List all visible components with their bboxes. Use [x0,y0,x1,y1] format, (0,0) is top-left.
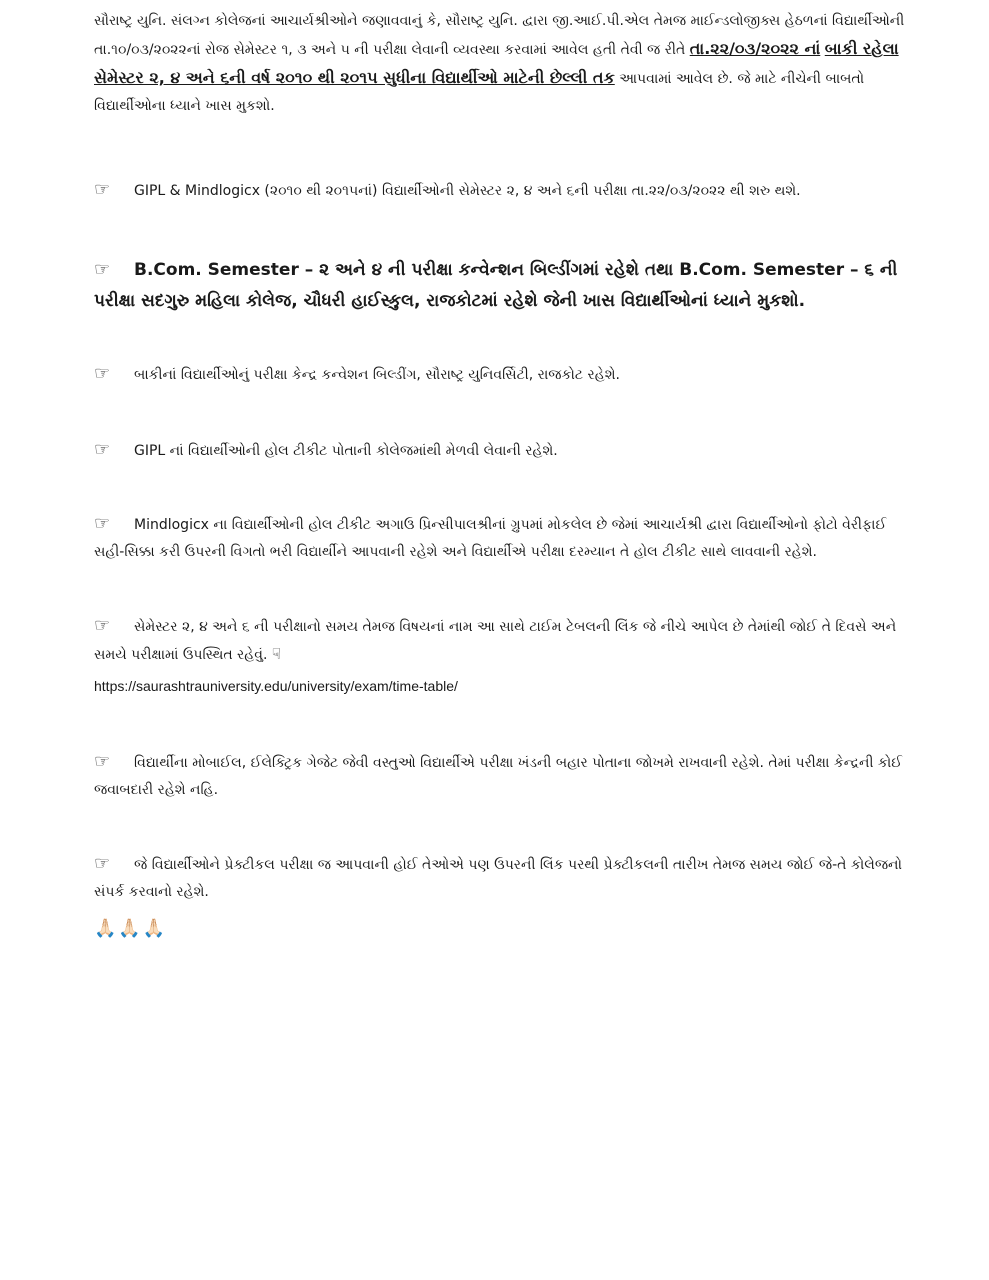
intro-line-2: તા.૧૦/૦૩/૨૦૨૨નાં રોજ સેમેસ્ટર ૧, ૩ અને ૫ ની પરીક્ષા લેવાની વ્યવસ્થા કરવામાં આવેલ હતી તેવી જ રીતે [94,42,686,58]
folded-hands-icon: 🙏🏻🙏🏻🙏🏻 [94,918,168,939]
bullet-2-text: B.Com. Semester – ૨ અને ૪ ની પરીક્ષા કન્વેન્શન બિલ્ડીંગમાં રહેશે તથા B.Com. Semester – ૬ ની પરીક્ષા સદગુરુ મહિલા કોલેજ, ચૌધરી હાઈસ્કુલ, રાજકોટમાં રહેશે જેની ખાસ વિદ્યાર્થીઓનાં ધ્યાને મુકશો. [94,260,898,311]
intro-line-1: સૌરાષ્ટ્ર યુનિ. સંલગ્ન કોલેજનાં આચાર્યશ્રીઓને જણાવવાનું કે, સૌરાષ્ટ્ર યુનિ. દ્વારા જી.આઈ.પી.એલ તેમજ માઈન્ડલોજીક્સ હેઠળનાં વિદ્યાર્થીઓની [94,13,905,29]
bullet-1 [94,176,914,205]
pointing-hand-icon: ☞ [94,751,111,772]
pointing-hand-icon: ☞ [94,259,111,280]
bullet-8-text: જે વિદ્યાર્થીઓને પ્રેક્ટીકલ પરીક્ષા જ આપવાની હોઈ તેઓએ પણ ઉપરની લિંક પરથી પ્રેક્ટીકલની તારીખ તેમજ સમય જોઈ જે-તે કોલેજનો સંપર્ક કરવાનો રહેશે. [94,857,902,900]
bullet-7 [94,748,914,804]
pointing-hand-icon: ☞ [94,615,111,636]
intro-paragraph [94,8,914,120]
pointing-hand-icon: ☞ [94,439,111,460]
pointing-down-hand-icon: ☟ [271,645,282,663]
bullet-4 [94,436,914,465]
bullet-6-text: સેમેસ્ટર ૨, ૪ અને ૬ ની પરીક્ષાનો સમય તેમજ વિષયનાં નામ આ સાથે ટાઈમ ટેબલની લિંક જે નીચે આપેલ છે તેમાંથી જોઈ તે દિવસે અને સમયે પરીક્ષામાં ઉપસ્થિત રહેવું. [94,619,897,663]
bullet-5 [94,510,914,566]
pointing-hand-icon: ☞ [94,853,111,874]
pointing-hand-icon: ☞ [94,513,111,534]
intro-line-4: માટે નીચેની બાબતો વિદ્યાર્થીઓના ધ્યાને ખાસ મુકશો. [94,71,865,114]
bullet-2 [94,254,914,317]
intro-highlight-date: તા.૨૨/૦૩/૨૦૨૨ નાં [689,39,821,58]
bullet-1-text: GIPL & Mindlogicx (૨૦૧૦ થી ૨૦૧૫નાં) વિદ્યાર્થીઓની સેમેસ્ટર ૨, ૪ અને ૬ની પરીક્ષા તા.૨૨/૦૩/૨૦૨૨ થી શરુ થશે. [134,183,801,199]
bullet-7-text: વિદ્યાર્થીના મોબાઈલ, ઈલેક્ટ્રિક ગેજેટ જેવી વસ્તુઓ વિદ્યાર્થીએ પરીક્ષા ખંડની બહાર પોતાના જોખમે રાખવાની રહેશે. તેમાં પરીક્ષા કેન્દ્રની કોઈ જવાબદારી રહેશે નહિ. [94,755,903,798]
bullet-3 [94,360,914,389]
bullet-4-text: GIPL નાં વિદ્યાર્થીઓની હોલ ટીકીટ પોતાની કોલેજમાંથી મેળવી લેવાની રહેશે. [134,443,558,459]
pointing-hand-icon: ☞ [94,363,111,384]
bullet-8 [94,850,914,906]
time-table-link[interactable]: https://saurashtrauniversity.edu/university/exam/time-table/ [94,678,458,694]
bullet-5-text: Mindlogicx ના વિદ્યાર્થીઓની હોલ ટીકીટ અગાઉ પ્રિન્સીપાલશ્રીનાં ગ્રુપમાં મોકલેલ છે જેમાં આચાર્યશ્રી દ્વારા વિદ્યાર્થીઓનો ફોટો વેરીફાઈ સહી-સિક્કા કરી ઉપરની વિગતો ભરી વિદ્યાર્થીને આપવાની રહેશે અને વિદ્યાર્થીએ પરીક્ષા દરમ્યાન તે હોલ ટીકીટ સાથે લાવવાની રહેશે. [94,517,887,560]
intro-highlight-last-chance: બાકી રહેલા સેમેસ્ટર ૨, ૪ અને ૬ની વર્ષ ૨૦૧૦ થી ૨૦૧૫ સુધીના વિદ્યાર્થીઓ માટેની છેલ્લી તક [94,39,899,87]
bullet-3-text: બાકીનાં વિદ્યાર્થીઓનું પરીક્ષા કેન્દ્ર કન્વેશન બિલ્ડીંગ, સૌરાષ્ટ્ર યુનિવર્સિટી, રાજકોટ રહેશે. [134,367,620,383]
intro-tail: આપવામાં આવેલ છે. જે [619,71,751,87]
pointing-hand-icon: ☞ [94,179,111,200]
bullet-6 [94,612,914,669]
